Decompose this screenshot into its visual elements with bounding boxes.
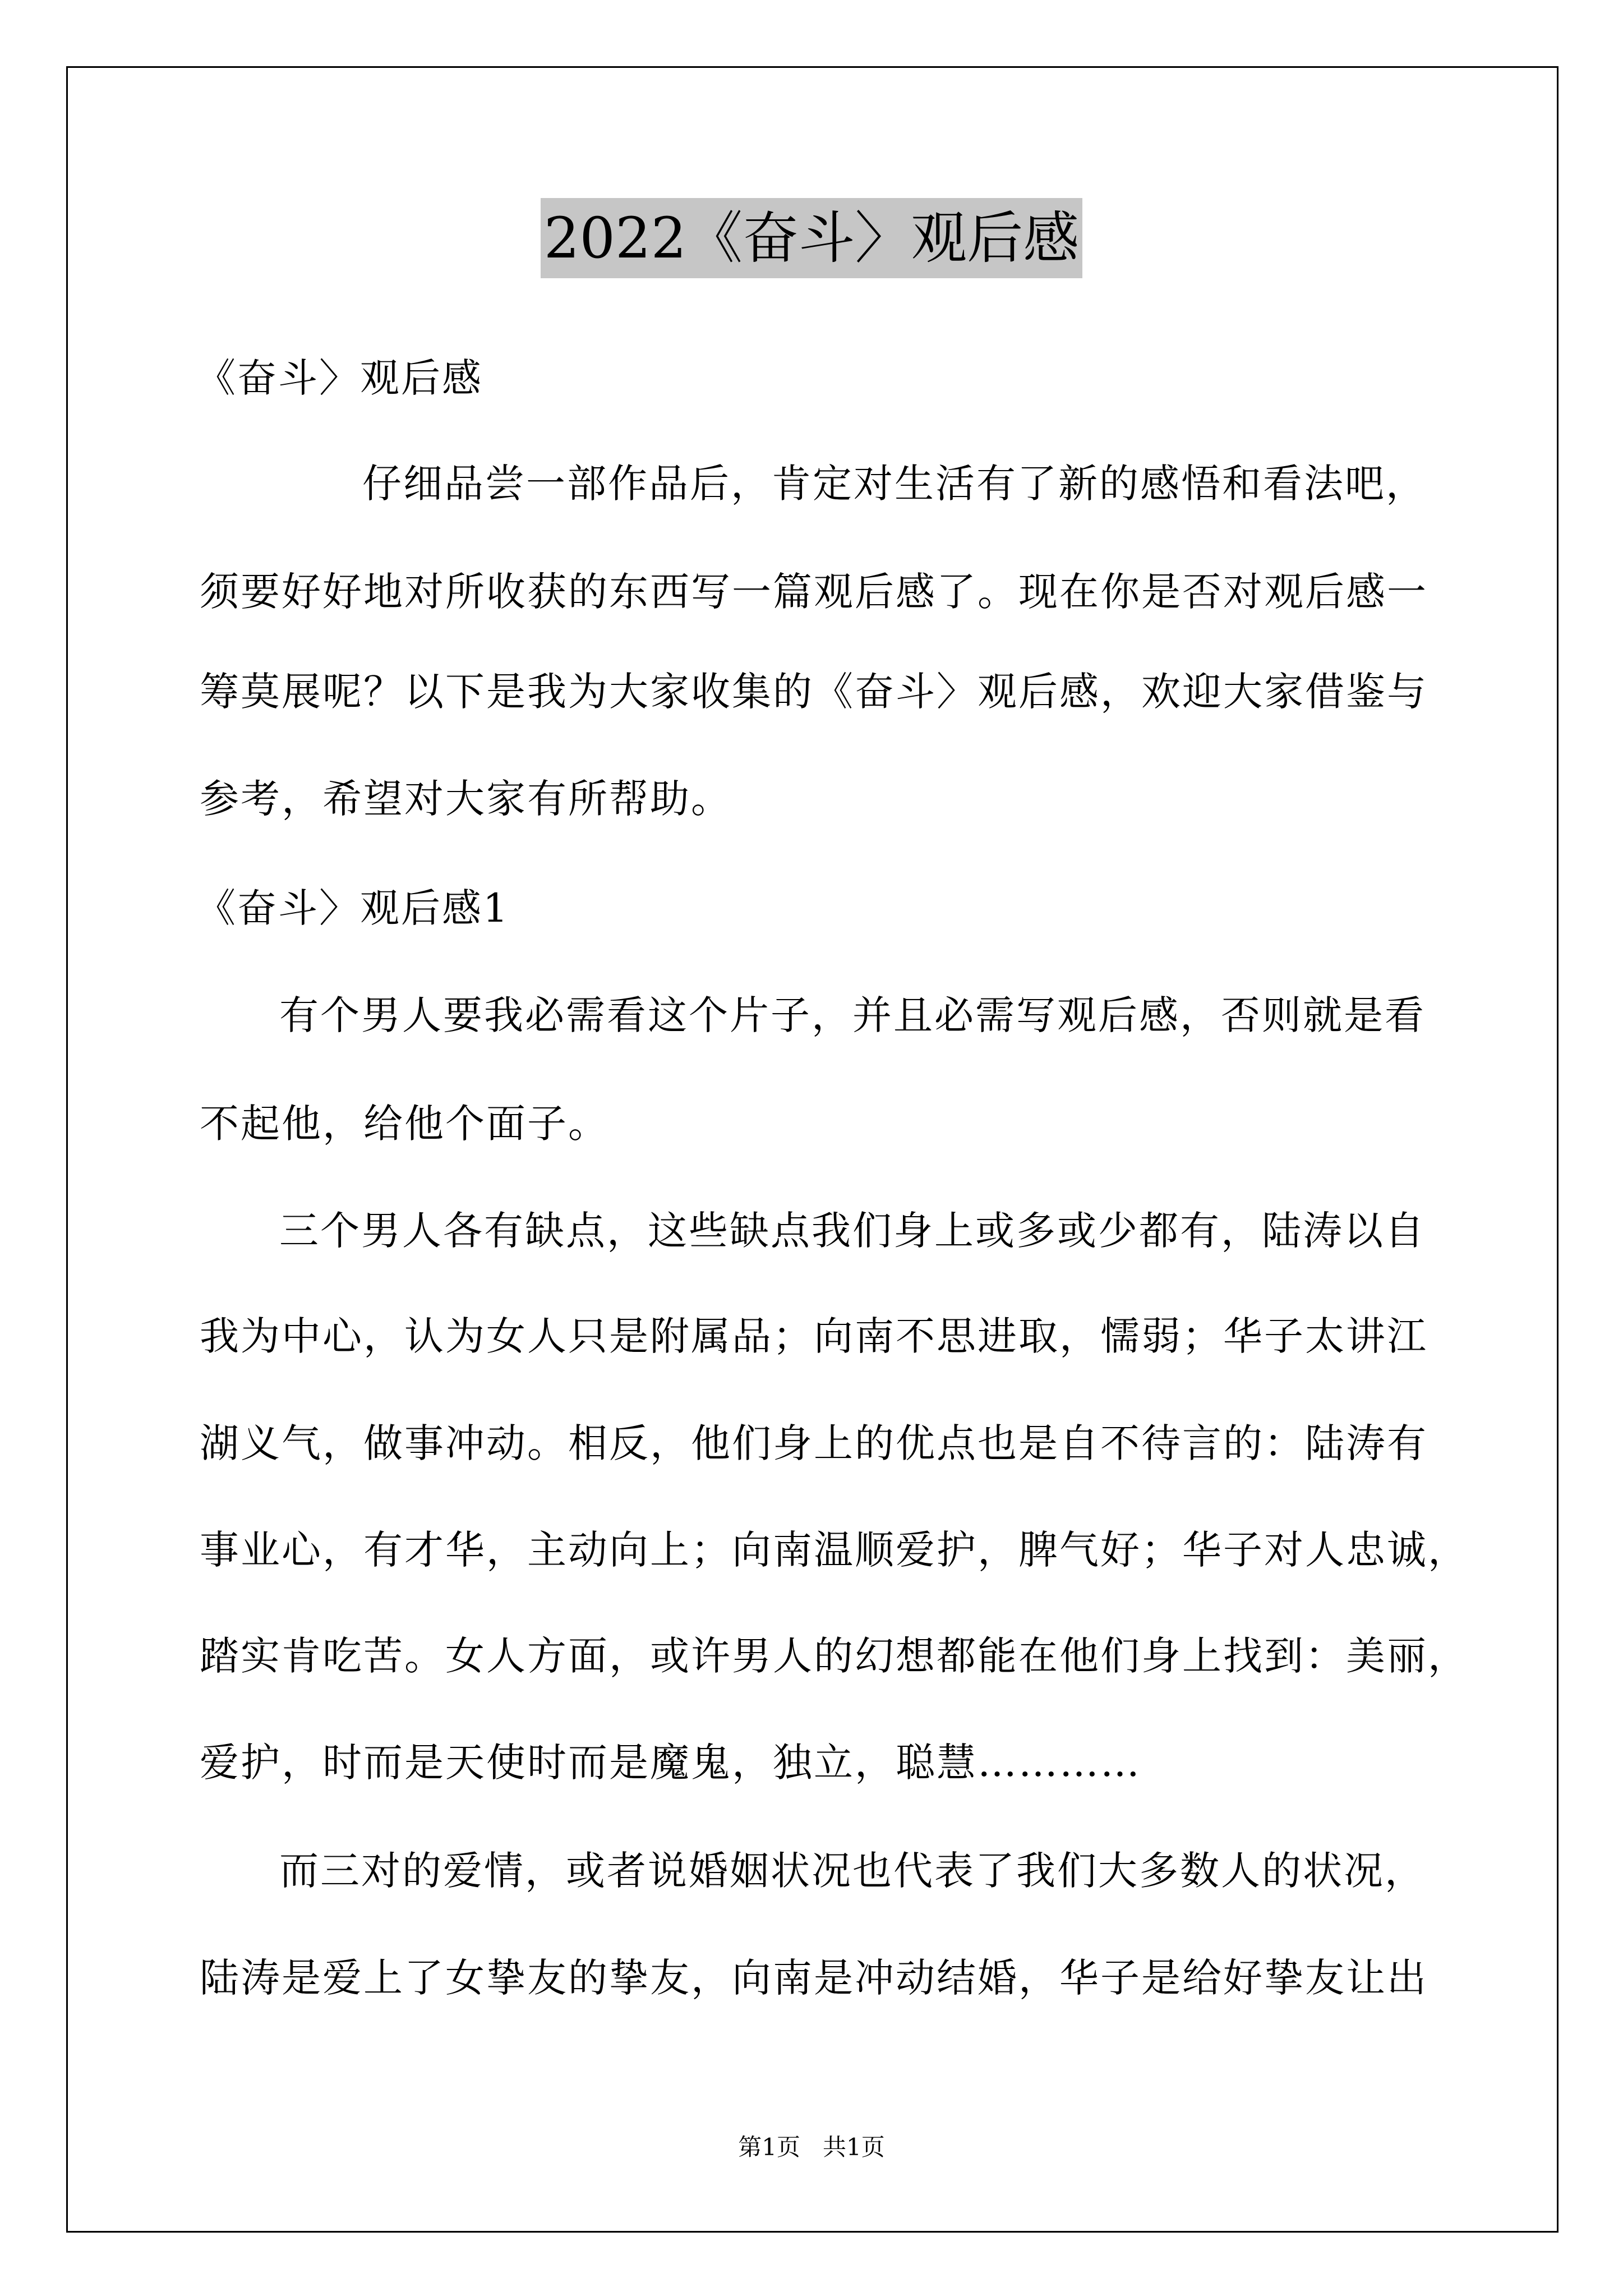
document-title: 2022《奋斗〉观后感 bbox=[541, 198, 1083, 278]
paragraph-line: 有个男人要我必需看这个片子，并且必需写观后感，否则就是看 bbox=[279, 992, 1426, 1038]
paragraph-line: 陆涛是爱上了女挚友的挚友，向南是冲动结婚，华子是给好挚友让出 bbox=[200, 1955, 1428, 2001]
paragraph-line: 而三对的爱情，或者说婚姻状况也代表了我们大多数人的状况， bbox=[279, 1848, 1426, 1894]
paragraph-line: 湖义气，做事冲动。相反，他们身上的优点也是自不待言的：陆涛有 bbox=[200, 1420, 1428, 1466]
paragraph-line: 筹莫展呢？以下是我为大家收集的《奋斗〉观后感，欢迎大家借鉴与 bbox=[200, 669, 1428, 715]
paragraph-line: 参考，希望对大家有所帮助。 bbox=[200, 776, 732, 822]
paragraph-line: 我为中心，认为女人只是附属品；向南不思进取，懦弱；华子太讲江 bbox=[200, 1313, 1428, 1359]
paragraph-line: 事业心，有才华，主动向上；向南温顺爱护，脾气好；华子对人忠诚， bbox=[200, 1527, 1469, 1573]
paragraph-line: 不起他，给他个面子。 bbox=[200, 1101, 609, 1147]
section-heading: 《奋斗〉观后感1 bbox=[196, 885, 510, 931]
section-heading: 《奋斗〉观后感 bbox=[196, 355, 483, 401]
paragraph-line: 爱护，时而是天使时而是魔鬼，独立，聪慧………… bbox=[200, 1740, 1141, 1786]
document-title-row bbox=[0, 198, 1623, 278]
paragraph-line: 仔细品尝一部作品后，肯定对生活有了新的感悟和看法吧， bbox=[362, 461, 1427, 507]
paragraph-line: 须要好好地对所收获的东西写一篇观后感了。现在你是否对观后感一 bbox=[200, 569, 1428, 615]
paragraph-line: 三个男人各有缺点，这些缺点我们身上或多或少都有，陆涛以自 bbox=[279, 1208, 1426, 1254]
page-footer: 第1页 共1页 bbox=[738, 2133, 885, 2161]
paragraph-line: 踏实肯吃苦。女人方面，或许男人的幻想都能在他们身上找到：美丽， bbox=[200, 1633, 1469, 1679]
